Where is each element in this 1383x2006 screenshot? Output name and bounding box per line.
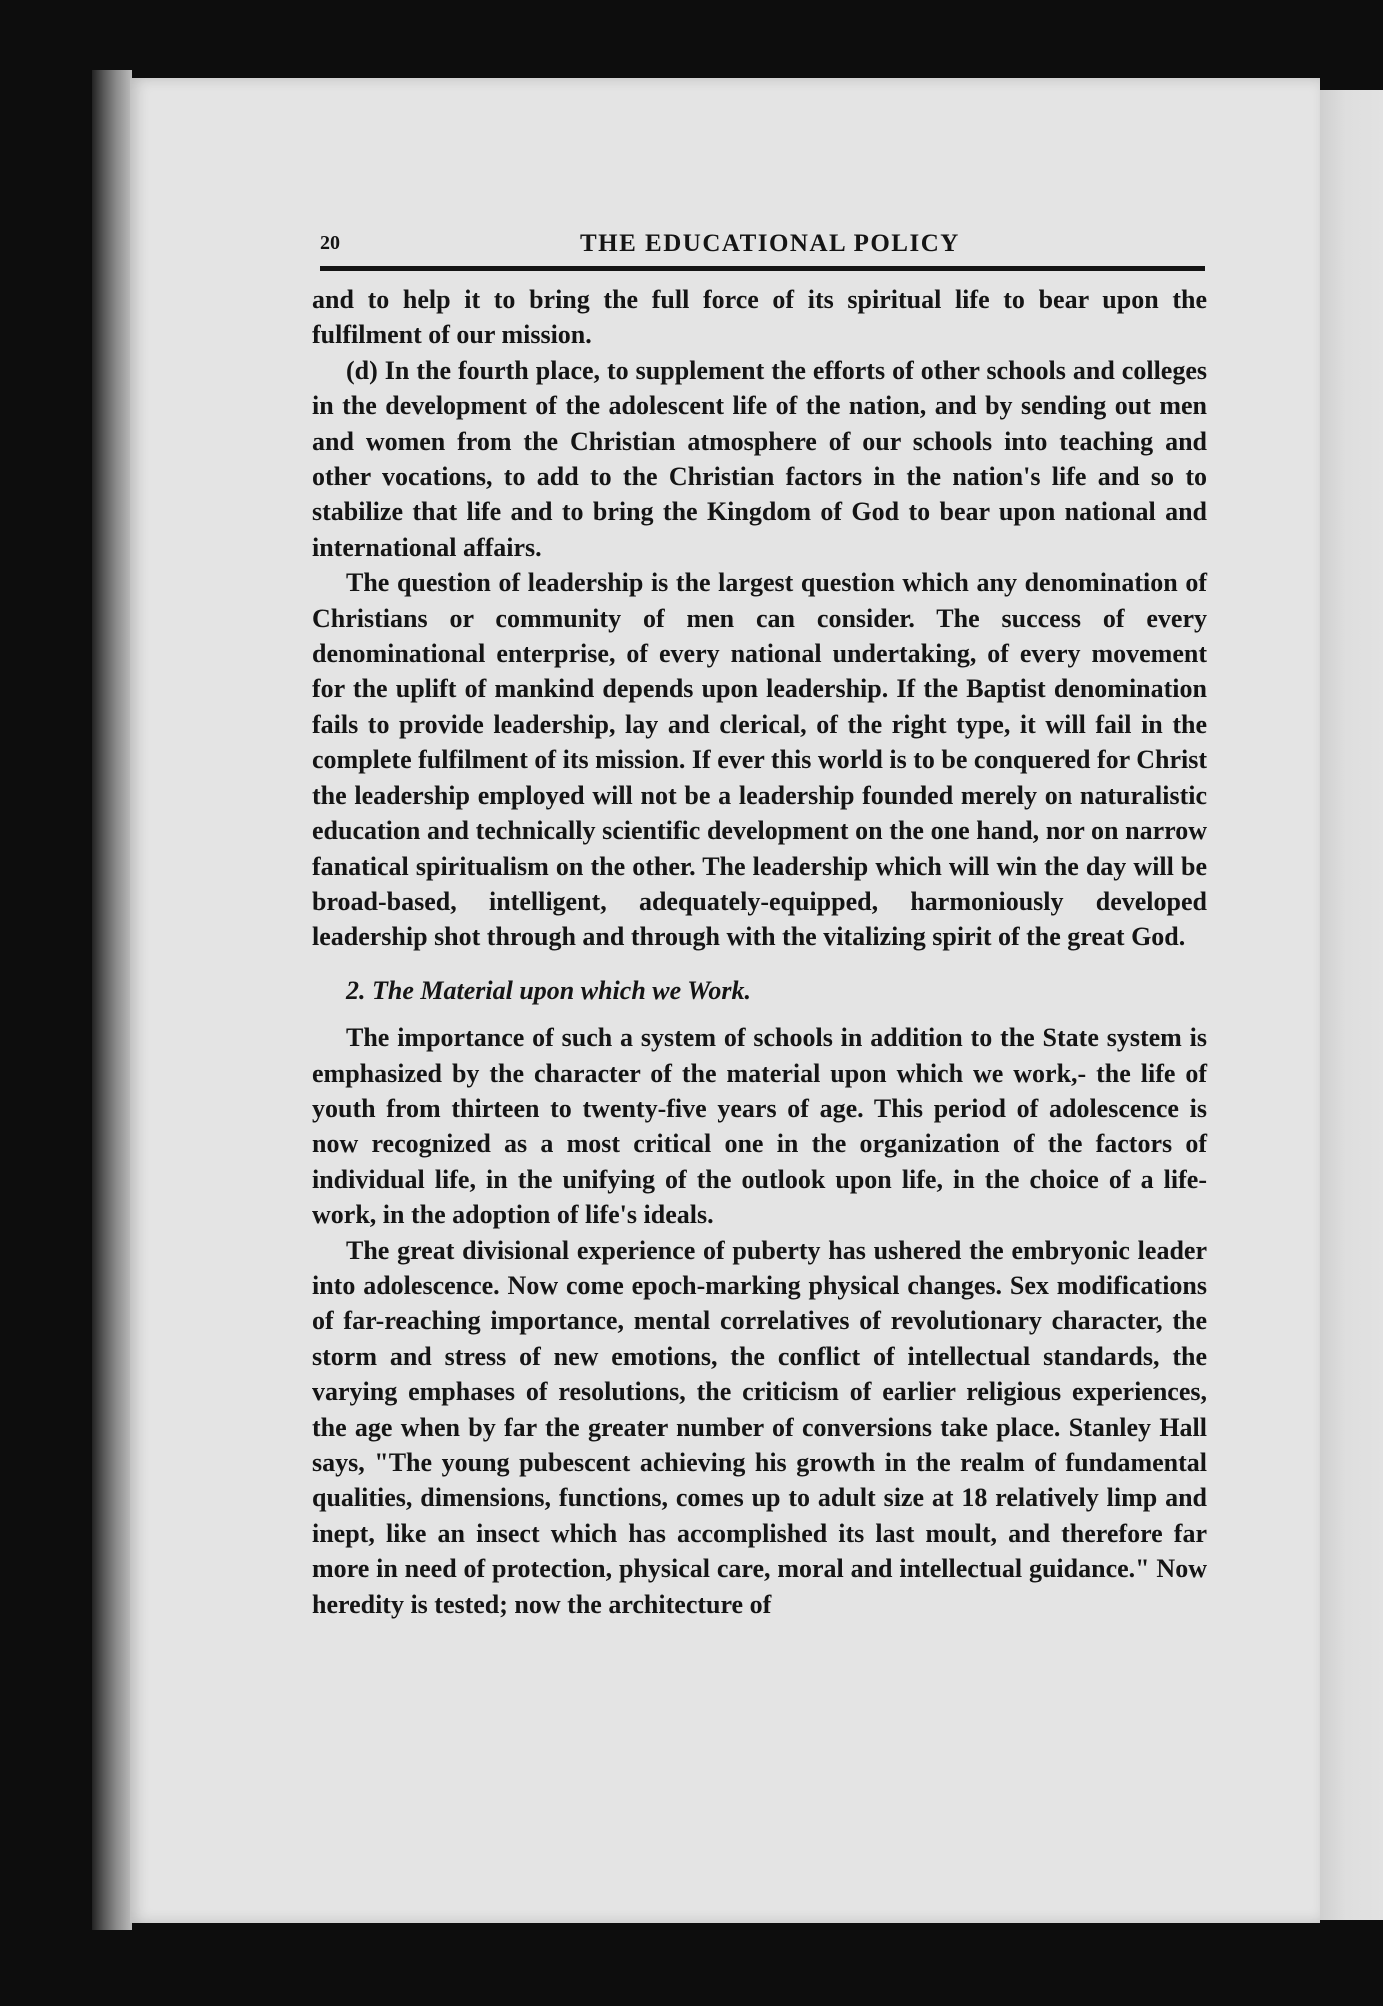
page-body [312, 282, 1207, 1622]
facing-page-edge [1318, 90, 1383, 1920]
paragraph-leadership: The question of leadership is the largest question which any denomination of Christians or community of men can consider. The success of every denominational enterprise, of every national undertaking, of every movement for the uplift of mankind depends upon leadership. If the Baptist denomination fails to provide leadership, lay and clerical, of the right type, it will fail in the complete fulfilment of its mission. If ever this world is to be conquered for Christ the leadership employed will not be a leadership founded merely on naturalistic education and technically scientific development on the one hand, nor on narrow fanatical spiritualism on the other. The leadership which will win the day will be broad-based, intelligent, adequately-equipped, harmoniously developed leadership shot through and through with the vitalizing spirit of the great God. [312, 568, 1207, 952]
paragraph-importance: The importance of such a system of schools in addition to the State system is emphasized by the character of the material upon which we work,- the life of youth from thirteen to twenty-five years of age. This period of adolescence is now recognized as a most critical one in the organization of the factors of individual life, in the unifying of the outlook upon life, in the choice of a life-work, in the adoption of life's ideals. [312, 1023, 1207, 1230]
page-header [320, 226, 1205, 271]
paragraph-continuation: and to help it to bring the full force of its spiritual life to bear upon the fulfilment of our mission. [312, 285, 1207, 350]
book-binding-edge [92, 70, 132, 1930]
section-heading: 2. The Material upon which we Work. [346, 975, 751, 1005]
paragraph-puberty: The great divisional experience of puberty has ushered the embryonic leader into adolescence. Now come epoch-marking physical changes. Sex modifications of far-reaching importance, mental correlatives of revolutionary character, the storm and stress of new emotions, the conflict of intellectual standards, the varying emphases of resolutions, the criticism of earlier religious experiences, the age when by far the greater number of conversions take place. Stanley Hall says, "The young pubescent achieving his growth in the realm of fundamental qualities, dimensions, functions, comes up to adult size at 18 relatively limp and inept, like an insect which has accomplished its last moult, and therefore far more in need of protection, physical care, moral and intellectual guidance." Now heredity is tested; now the architecture of [312, 1235, 1207, 1619]
page-number: 20 [320, 232, 340, 254]
running-head: THE EDUCATIONAL POLICY [580, 230, 960, 257]
paragraph-fourth-place: (d) In the fourth place, to supplement the efforts of other schools and colleges in the development of the adolescent life of the nation, and by sending out men and women from the Christian atmosphere of our schools into teaching and other vocations, to add to the Christian factors in the nation's life and so to stabilize that life and to bring the Kingdom of God to bear upon national and international affairs. [312, 355, 1207, 562]
